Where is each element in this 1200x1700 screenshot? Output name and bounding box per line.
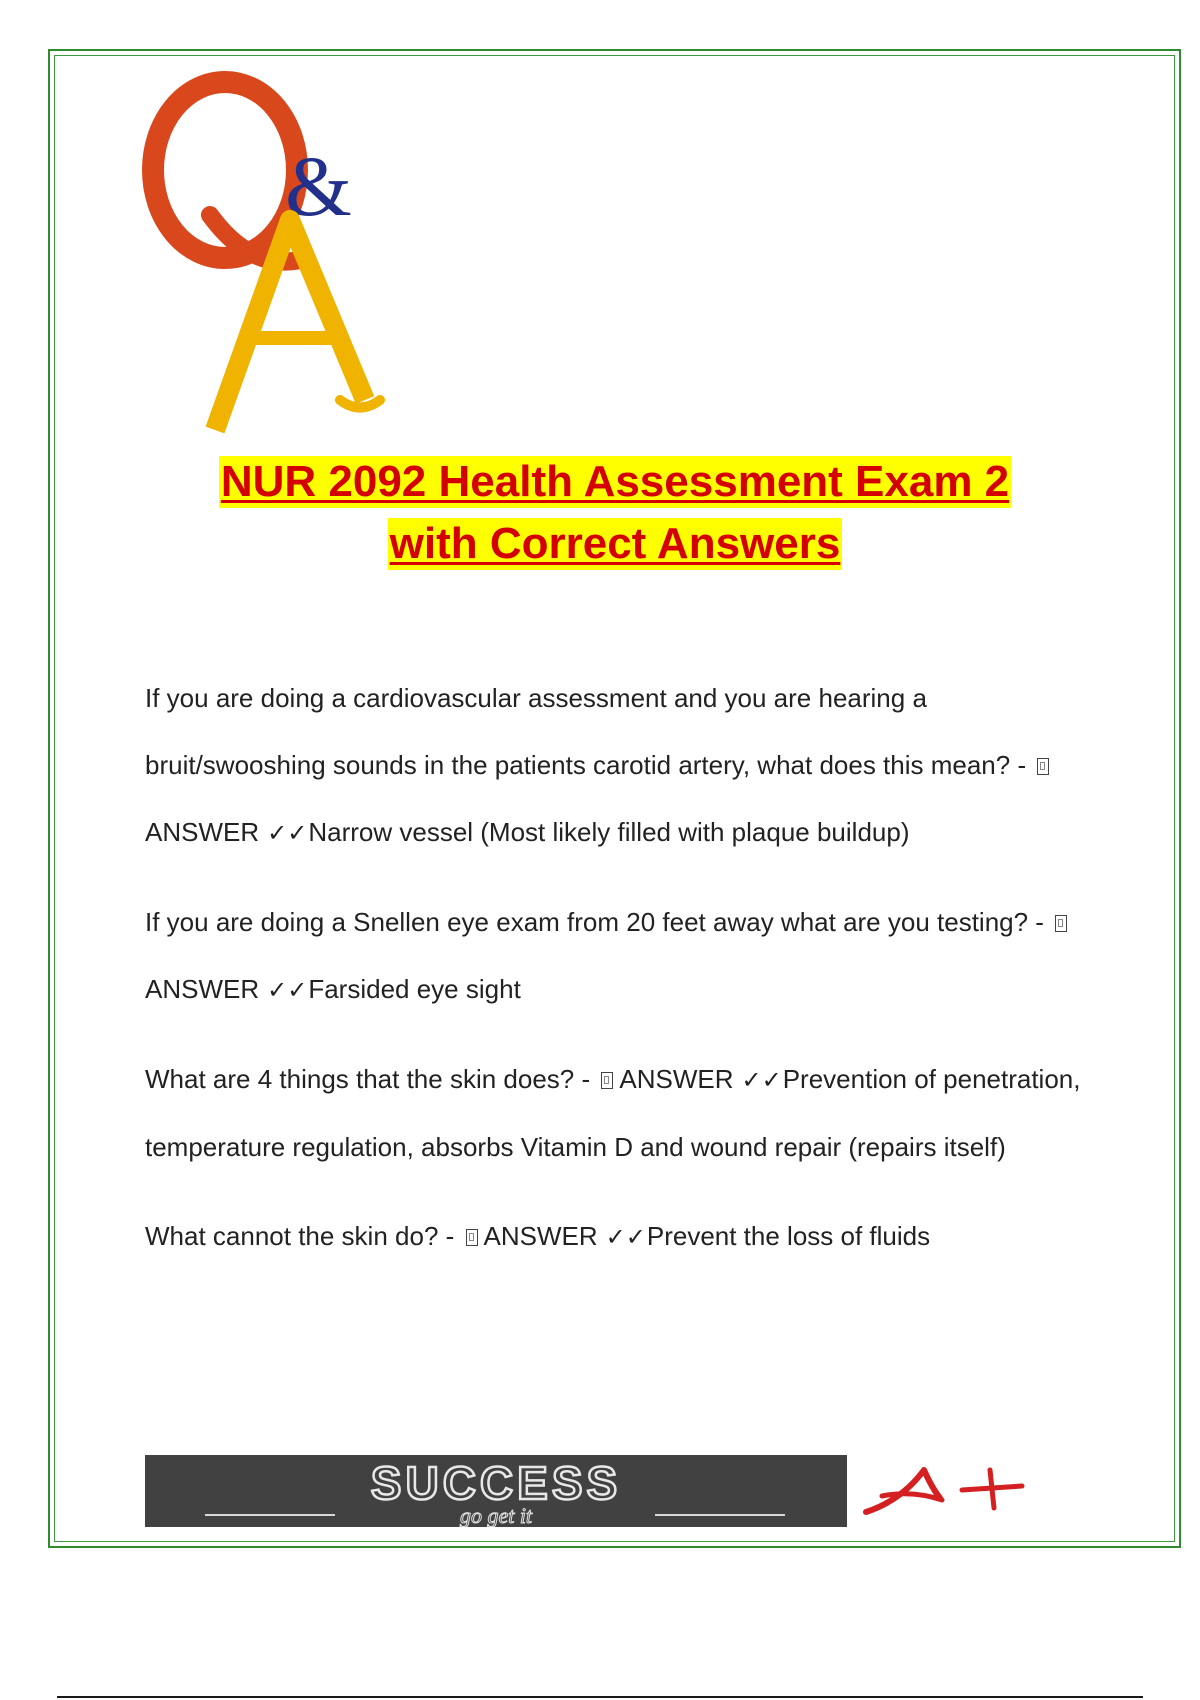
footer-divider [57, 1696, 1143, 1698]
answer-label: ANSWER [145, 817, 260, 847]
banner-subtext: go get it [459, 1503, 533, 1527]
qa-item [145, 665, 1105, 867]
grade-mark [862, 1460, 1032, 1520]
svg-text:&: & [285, 138, 352, 234]
answer-label: ANSWER [145, 974, 260, 1004]
question-text: What cannot the skin do? [145, 1221, 439, 1251]
separator: - [1010, 750, 1034, 780]
document-title [120, 452, 1110, 576]
separator: - [574, 1064, 598, 1094]
answer-text: Prevention of penetration, temperature regulation, absorbs Vitamin D and wound repair (repairs itself) [145, 1064, 1081, 1162]
box-glyph-icon [466, 1229, 478, 1246]
answer-text: Farsided eye sight [308, 974, 521, 1004]
banner-text: SUCCESS [370, 1457, 622, 1509]
answer-text: Prevent the loss of fluids [646, 1221, 931, 1251]
answer-label: ANSWER [619, 1064, 734, 1094]
qa-item [145, 889, 1105, 1024]
title-line-1: NUR 2092 Health Assessment Exam 2 [220, 457, 1010, 506]
question-text: If you are doing a cardiovascular assessment and you are hearing a bruit/swooshing sounds in the patients carotid artery, what does this mean? [145, 683, 1011, 780]
question-text: If you are doing a Snellen eye exam from 20 feet away what are you testing? [145, 907, 1029, 937]
qa-logo-icon [140, 70, 430, 450]
qa-item [145, 1046, 1105, 1181]
separator: - [438, 1221, 462, 1251]
double-check-icon: ✓✓ [267, 976, 308, 1004]
qa-item [145, 1203, 1105, 1271]
double-check-icon: ✓✓ [605, 1223, 646, 1251]
question-text: What are 4 things that the skin does? [145, 1064, 575, 1094]
answer-label: ANSWER [483, 1221, 598, 1251]
separator: - [1028, 907, 1052, 937]
chalkboard-success-image [145, 1455, 847, 1527]
double-check-icon: ✓✓ [267, 819, 308, 847]
box-glyph-icon [1055, 915, 1067, 932]
title-line-2: with Correct Answers [389, 519, 841, 568]
double-check-icon: ✓✓ [741, 1066, 782, 1094]
qa-list [145, 665, 1105, 1293]
answer-text: Narrow vessel (Most likely filled with plaque buildup) [308, 817, 910, 847]
box-glyph-icon [1037, 758, 1049, 775]
box-glyph-icon [601, 1072, 613, 1089]
